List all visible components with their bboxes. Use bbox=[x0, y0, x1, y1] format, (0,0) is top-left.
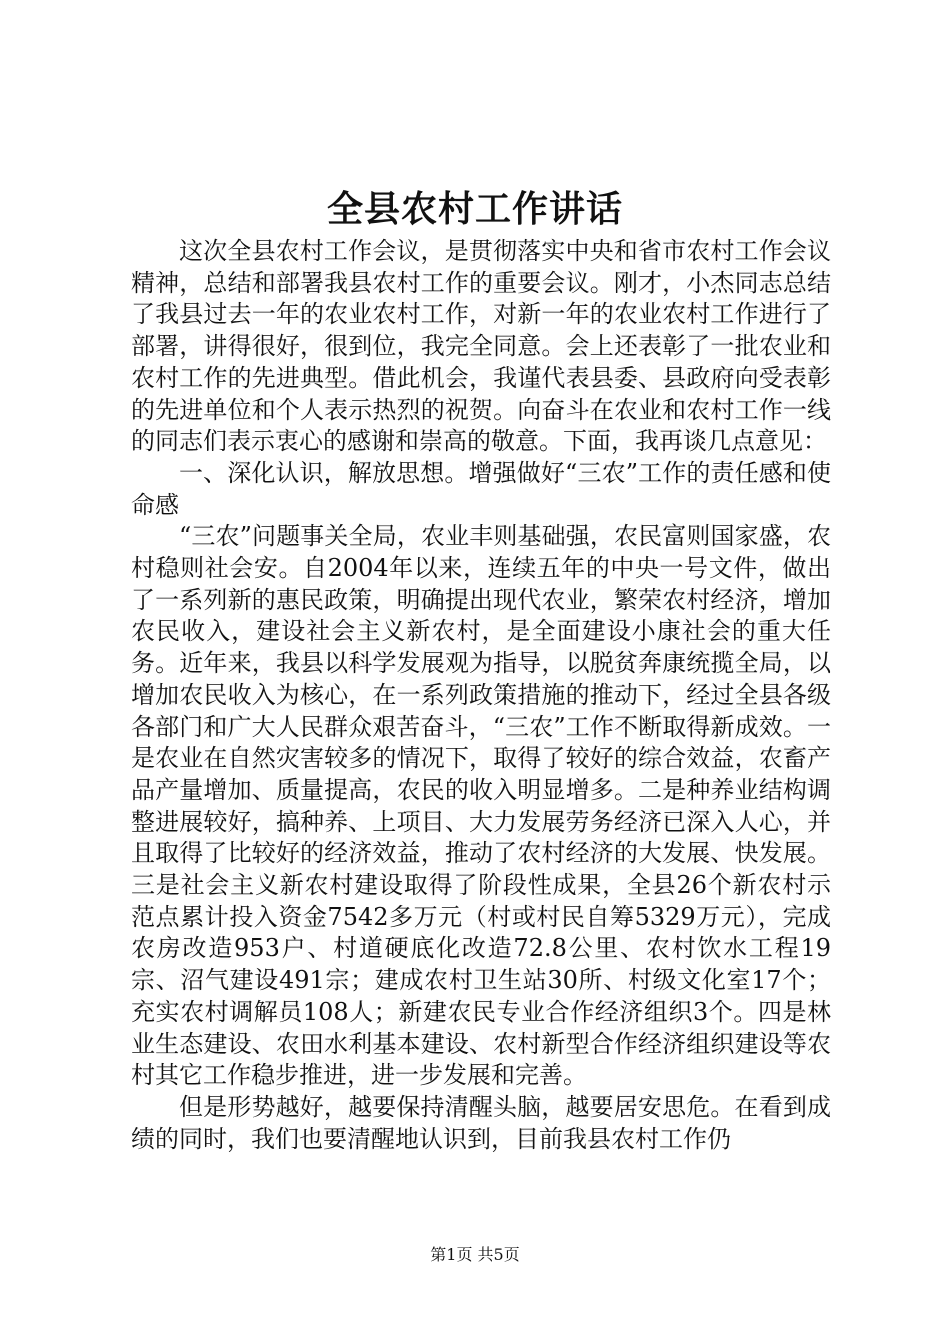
document-title: 全县农村工作讲话 bbox=[326, 188, 623, 230]
page-footer: 第1页 共5页 bbox=[430, 1245, 520, 1264]
paragraph-achievements: “三农”问题事关全局，农业丰则基础强，农民富则国家盛，农村稳则社会安。自2004年以来，连续五年的中央一号文件，做出了一系列新的惠民政策，明确提出现代农业，繁荣农村经济，增加农民收入，建设社会主义新农村，是全面建设小康社会的重大任务。近年来，我县以科学发展观为指导，以脱贫奔康统揽全局，以增加农民收入为核心，在一系列政策措施的推动下，经过全县各级各部门和广大人民群众艰苦奋斗，“三农”工作不断取得新成效。一是农业在自然灾害较多的情况下，取得了较好的综合效益，农畜产品产量增加、质量提高，农民的收入明显增多。二是种养业结构调整进展较好，搞种养、上项目、大力发展劳务经济已深入人心，并且取得了比较好的经济效益，推动了农村经济的大发展、快发展。三是社会主义新农村建设取得了阶段性成果，全县26个新农村示范点累计投入资金7542多万元（村或村民自筹5329万元），完成农房改造953户、村道硬底化改造72.8公里、农村饮水工程19宗、沼气建设491宗；建成农村卫生站30所、村级文化室17个；充实农村调解员108人；新建农民专业合作经济组织3个。四是林业生态建设、农田水利基本建设、农村新型合作经济组织建设等农村其它工作稳步推进，进一步发展和完善。 bbox=[131, 522, 831, 1090]
paragraph-caution: 但是形势越好，越要保持清醒头脑，越要居安思危。在看到成绩的同时，我们也要清醒地认识到，目前我县农村工作仍 bbox=[131, 1092, 831, 1153]
section-heading-1: 一、深化认识，解放思想。增强做好“三农”工作的责任感和使命感 bbox=[131, 458, 831, 519]
paragraph-intro: 这次全县农村工作会议，是贯彻落实中央和省市农村工作会议精神，总结和部署我县农村工作的重要会议。刚才，小杰同志总结了我县过去一年的农业农村工作，对新一年的农业农村工作进行了部署，讲得很好，很到位，我完全同意。会上还表彰了一批农业和农村工作的先进典型。借此机会，我谨代表县委、县政府向受表彰的先进单位和个人表示热烈的祝贺。向奋斗在农业和农村工作一线的同志们表示衷心的感谢和崇高的敬意。下面，我再谈几点意见： bbox=[131, 237, 831, 456]
document-body bbox=[131, 236, 831, 1155]
